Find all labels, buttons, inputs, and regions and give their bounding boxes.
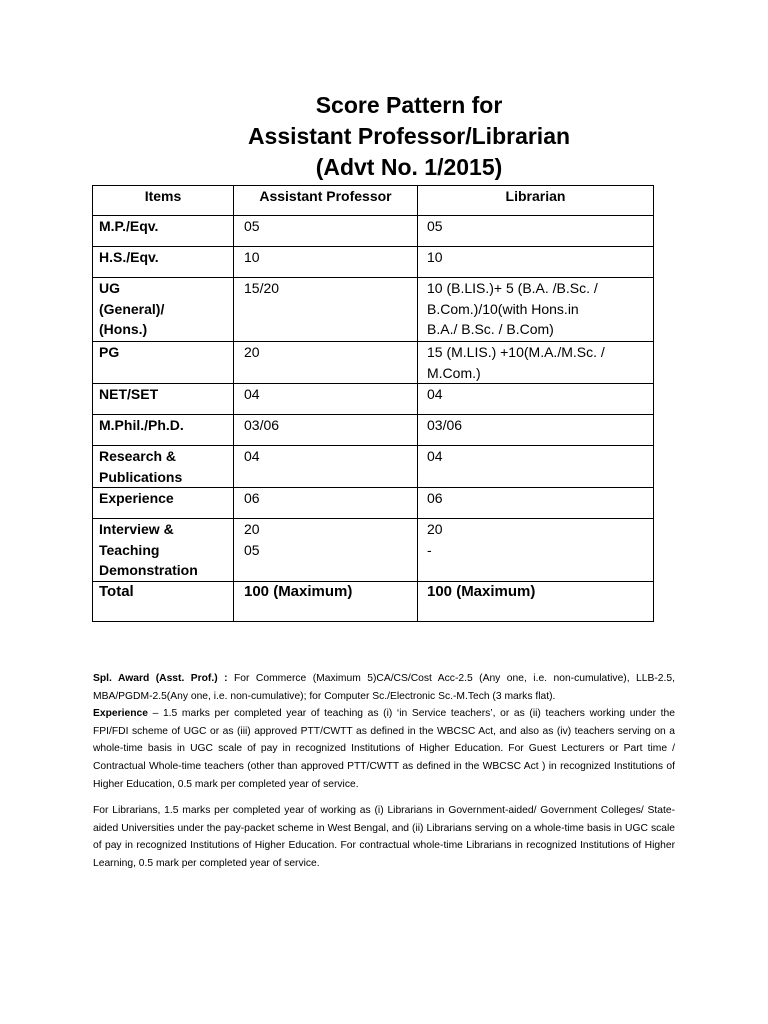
cell-line: M.Com.) xyxy=(427,364,481,381)
cell-line: 05 xyxy=(244,218,260,234)
cell-line: 100 (Maximum) xyxy=(427,582,536,600)
assistant-professor-cell xyxy=(234,519,418,582)
assistant-professor-cell xyxy=(234,342,418,384)
librarian-cell xyxy=(418,415,654,446)
cell-line: 05 xyxy=(427,218,443,234)
notes-section xyxy=(93,670,675,882)
assistant-professor-cell xyxy=(234,247,418,278)
item-cell xyxy=(93,488,234,519)
librarian-cell xyxy=(418,247,654,278)
title-line-1: Score Pattern for xyxy=(315,92,503,118)
note-label: Experience xyxy=(93,708,148,720)
assistant-professor-cell xyxy=(234,415,418,446)
header-assistant-professor: Assistant Professor xyxy=(234,186,418,216)
cell-line: - xyxy=(427,541,432,558)
cell-line: Teaching xyxy=(99,541,160,558)
assistant-professor-cell xyxy=(234,278,418,342)
item-cell xyxy=(93,247,234,278)
table-header-row xyxy=(93,186,654,216)
item-cell xyxy=(93,384,234,415)
cell-line: 04 xyxy=(244,448,260,464)
item-cell xyxy=(93,342,234,384)
cell-line: 04 xyxy=(427,448,443,464)
cell-line: 05 xyxy=(244,541,260,558)
assistant-professor-cell xyxy=(234,581,418,621)
item-cell xyxy=(93,519,234,582)
cell-line: H.S./Eqv. xyxy=(99,249,159,265)
cell-line: 04 xyxy=(427,386,443,402)
cell-line: B.Com.)/10(with Hons.in xyxy=(427,300,579,317)
score-table xyxy=(92,185,654,622)
table-row xyxy=(93,581,654,621)
note-text: For Librarians, 1.5 marks per completed year of working as (i) Librarians in Government-aided/ Government Colleges/ State-aided Universities under the pay-packet scheme in West Bengal, and (ii) Librarians serving on a whole-time basis in UGC scale of pay in recognized Institutions of Higher Education. For contractual whole-time Librarians in recognized Institutions of Higher Learning, 0.5 mark per completed year of service. xyxy=(93,805,675,869)
note-label: Spl. Award (Asst. Prof.) : xyxy=(93,673,228,684)
cell-line: Experience xyxy=(99,490,174,506)
librarian-cell xyxy=(418,216,654,247)
assistant-professor-cell xyxy=(234,446,418,488)
cell-line: 10 xyxy=(244,249,260,265)
librarian-cell xyxy=(418,384,654,415)
note-paragraph xyxy=(93,670,675,793)
table-row xyxy=(93,216,654,247)
header-items: Items xyxy=(93,186,234,216)
cell-line: Total xyxy=(99,582,134,600)
item-cell xyxy=(93,216,234,247)
table-row xyxy=(93,384,654,415)
librarian-cell xyxy=(418,519,654,582)
table-row xyxy=(93,519,654,582)
cell-line: Interview & xyxy=(99,521,174,537)
assistant-professor-cell xyxy=(234,384,418,415)
table-row xyxy=(93,247,654,278)
table-body xyxy=(93,216,654,622)
cell-line: Demonstration xyxy=(99,562,198,578)
cell-line: 20 xyxy=(244,344,260,360)
table-row xyxy=(93,446,654,488)
cell-line: 03/06 xyxy=(244,417,280,433)
cell-line: Publications xyxy=(99,468,183,485)
cell-line: 06 xyxy=(427,490,443,506)
item-cell xyxy=(93,415,234,446)
cell-line: (General)/ xyxy=(99,300,165,317)
cell-line: 10 xyxy=(427,249,443,265)
note-paragraph xyxy=(93,802,675,872)
table-row xyxy=(93,415,654,446)
cell-line: 04 xyxy=(244,386,260,402)
table-row xyxy=(93,488,654,519)
item-cell xyxy=(93,446,234,488)
cell-line: 15 (M.LIS.) +10(M.A./M.Sc. / xyxy=(427,344,605,360)
cell-line: 15/20 xyxy=(244,280,280,296)
note-text: – 1.5 marks per completed year of teaching as (i) ‘in Service teachers’, or as (ii) teachers working under the FPI/FDI scheme of UGC or as (iii) approved PTT/CWTT as defined in the WBCSC Act, and also as (iv) teachers serving on a whole-time basis in UGC scale of pay in recognized Institutions of Higher Education. For Guest Lecturers or Part time / Contractual Whole-time teachers (other than approved PTT/CWTT as defined in the WBCSC Act ) in recognized Institutions of Higher Education, 0.5 mark per completed year of service. xyxy=(93,708,675,790)
cell-line: Research & xyxy=(99,448,177,464)
assistant-professor-cell xyxy=(234,488,418,519)
cell-line: NET/SET xyxy=(99,386,159,402)
cell-line: 100 (Maximum) xyxy=(244,582,353,600)
cell-line: 03/06 xyxy=(427,417,463,433)
librarian-cell xyxy=(418,278,654,342)
page-title xyxy=(0,90,768,183)
cell-line: 10 (B.LIS.)+ 5 (B.A. /B.Sc. / xyxy=(427,280,598,296)
note-text: For Commerce (Maximum 5)CA/CS/Cost Acc-2.5 (Any one, i.e. non-cumulative), LLB-2.5, MBA/PGDM-2.5(Any one, i.e. non-cumulative); for Computer Sc./Electronic Sc.-M.Tech (3 marks flat). xyxy=(93,673,675,702)
librarian-cell xyxy=(418,446,654,488)
cell-line: M.Phil./Ph.D. xyxy=(99,417,184,433)
header-librarian: Librarian xyxy=(418,186,654,216)
item-cell xyxy=(93,278,234,342)
title-line-2: Assistant Professor/Librarian xyxy=(247,123,571,149)
librarian-cell xyxy=(418,581,654,621)
table-row xyxy=(93,342,654,384)
cell-line: B.A./ B.Sc. / B.Com) xyxy=(427,321,554,337)
cell-line: 20 xyxy=(427,521,443,537)
cell-line: 06 xyxy=(244,490,260,506)
item-cell xyxy=(93,581,234,621)
cell-line: PG xyxy=(99,344,120,360)
cell-line: 20 xyxy=(244,521,260,537)
assistant-professor-cell xyxy=(234,216,418,247)
librarian-cell xyxy=(418,488,654,519)
librarian-cell xyxy=(418,342,654,384)
cell-line: (Hons.) xyxy=(99,321,148,337)
title-line-3: (Advt No. 1/2015) xyxy=(315,154,503,180)
table-row xyxy=(93,278,654,342)
cell-line: UG xyxy=(99,280,120,296)
cell-line: M.P./Eqv. xyxy=(99,218,159,234)
